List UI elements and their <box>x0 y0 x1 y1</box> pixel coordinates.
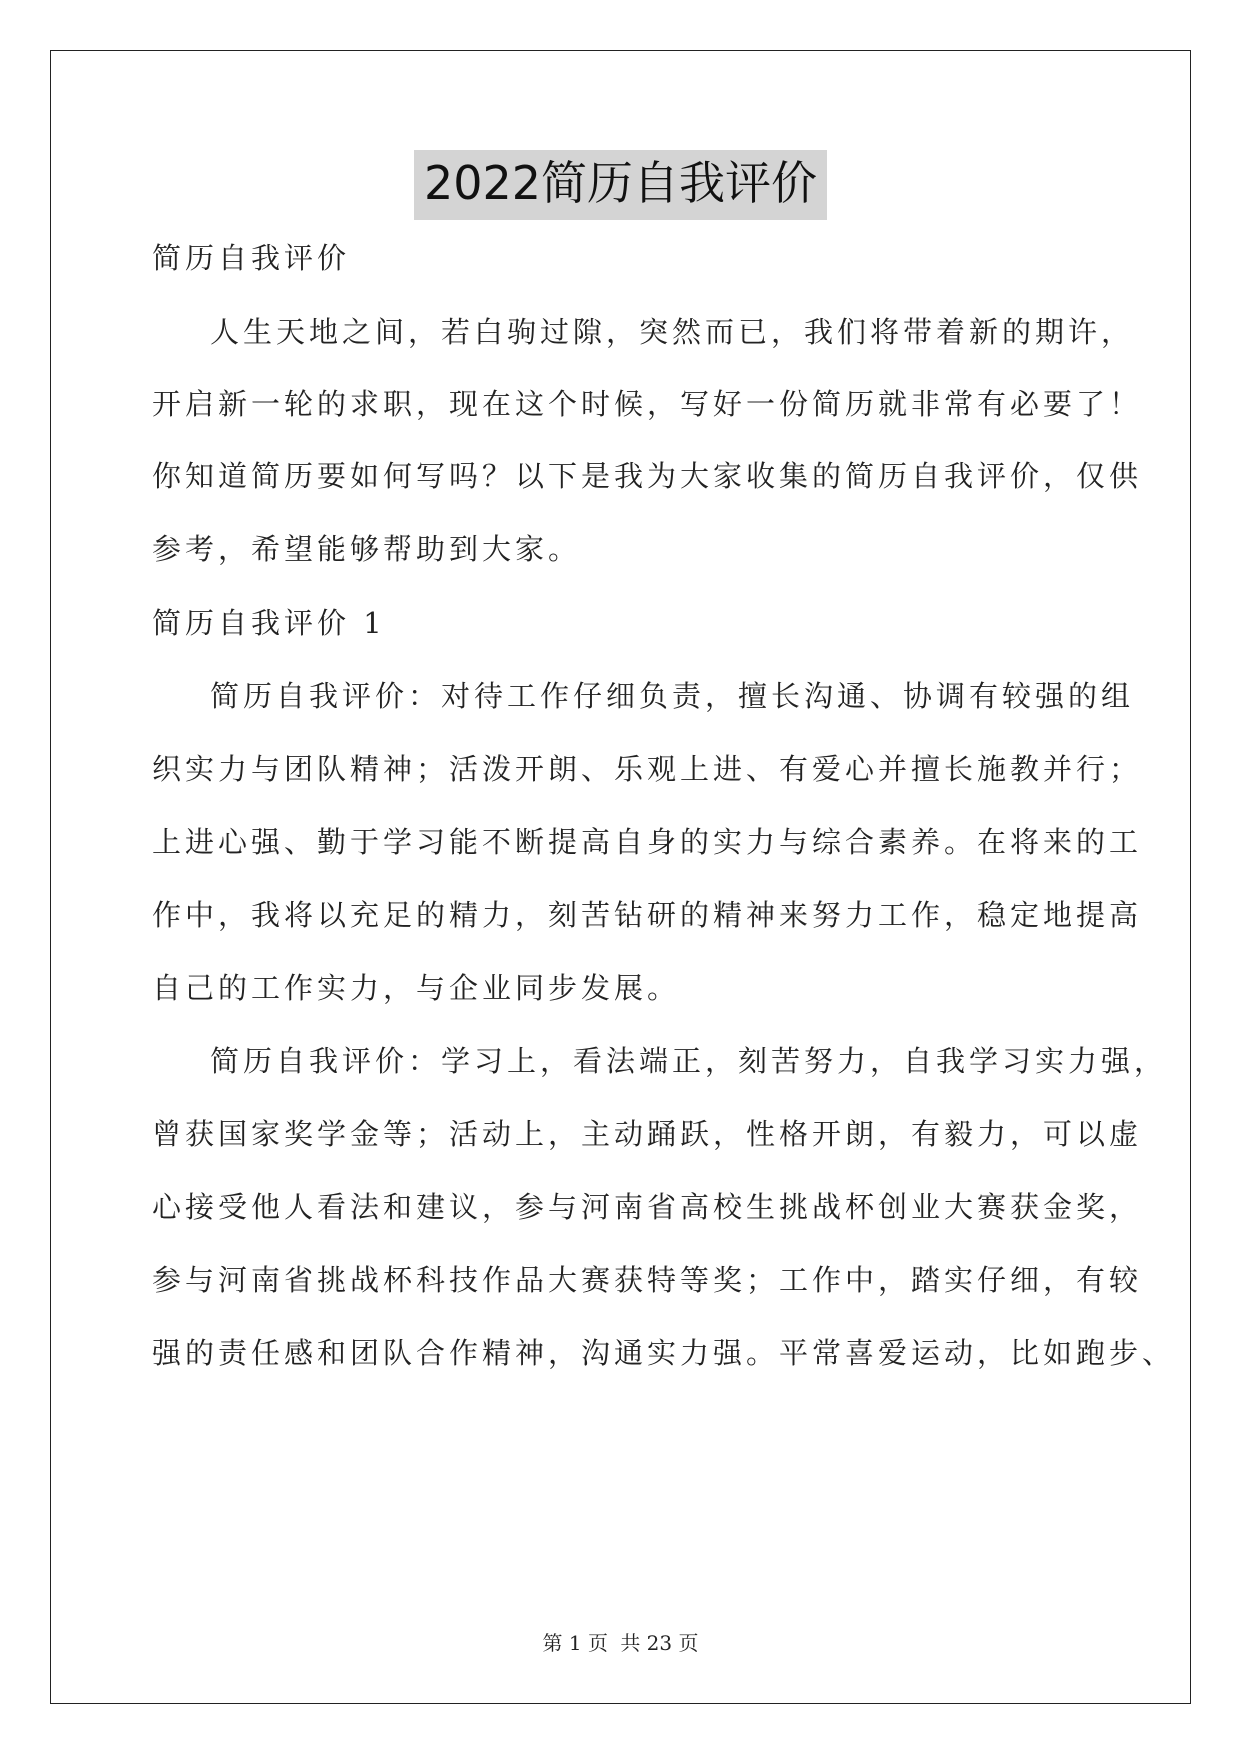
paragraph-line: 作中，我将以充足的精力，刻苦钻研的精神来努力工作，稳定地提高 <box>152 898 1143 932</box>
paragraph-line: 简历自我评价：对待工作仔细负责，擅长沟通、协调有较强的组 <box>210 679 1135 713</box>
paragraph-line: 人生天地之间，若白驹过隙，突然而已，我们将带着新的期许， <box>210 315 1135 349</box>
paragraph-line: 开启新一轮的求职，现在这个时候，写好一份简历就非常有必要了！ <box>152 387 1143 421</box>
paragraph-line: 强的责任感和团队合作精神，沟通实力强。平常喜爱运动，比如跑步、 <box>152 1336 1176 1370</box>
section-heading: 简历自我评价 1 <box>152 606 386 640</box>
paragraph-line: 你知道简历要如何写吗？以下是我为大家收集的简历自我评价，仅供 <box>152 459 1143 493</box>
paragraph-line: 织实力与团队精神；活泼开朗、乐观上进、有爱心并擅长施教并行； <box>152 752 1143 786</box>
paragraph-line: 参与河南省挑战杯科技作品大赛获特等奖；工作中，踏实仔细，有较 <box>152 1263 1143 1297</box>
paragraph-line: 简历自我评价：学习上，看法端正，刻苦努力，自我学习实力强， <box>210 1044 1168 1078</box>
paragraph-line: 自己的工作实力，与企业同步发展。 <box>152 971 681 1005</box>
document-title: 2022简历自我评价 <box>414 150 827 220</box>
section-heading: 简历自我评价 <box>152 241 351 275</box>
total-pages: 共 23 页 <box>620 1631 699 1655</box>
paragraph-line: 心接受他人看法和建议，参与河南省高校生挑战杯创业大赛获金奖， <box>152 1190 1143 1224</box>
paragraph-line: 参考，希望能够帮助到大家。 <box>152 532 582 566</box>
paragraph-line: 上进心强、勤于学习能不断提高自身的实力与综合素养。在将来的工 <box>152 825 1143 859</box>
page-border <box>50 50 1191 1704</box>
title-container <box>0 150 1241 220</box>
paragraph-line: 曾获国家奖学金等；活动上，主动踊跃，性格开朗，有毅力，可以虚 <box>152 1117 1143 1151</box>
page-number: 第 1 页 <box>542 1631 608 1655</box>
page-footer <box>0 1627 1241 1656</box>
